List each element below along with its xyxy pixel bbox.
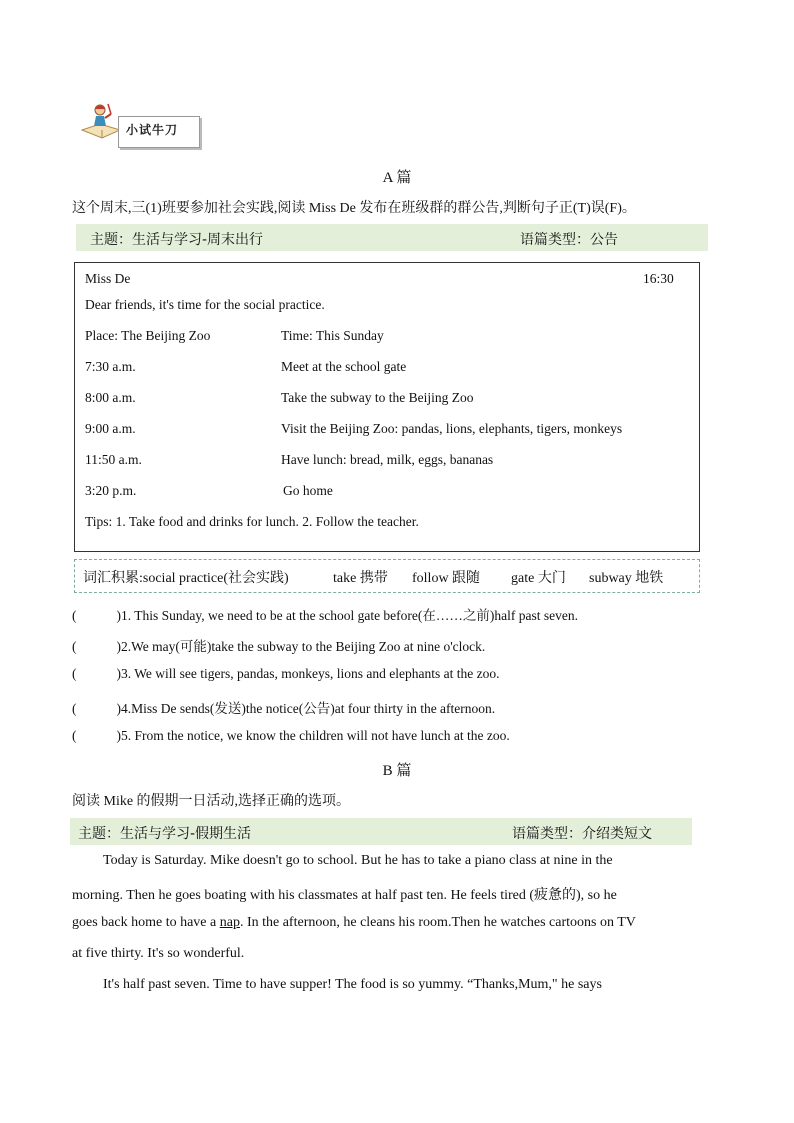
- answer-blank-open: (: [72, 608, 77, 623]
- schedule-activity: Have lunch: bread, milk, eggs, bananas: [281, 452, 494, 467]
- section-b-intro: 阅读 Mike 的假期一日活动,选择正确的选项。: [72, 794, 351, 809]
- passage-line-start: goes back home to have a: [72, 915, 217, 930]
- question-item[interactable]: [72, 728, 510, 744]
- notice-tips: Tips: 1. Take food and drinks for lunch. 2. Follow the teacher.: [85, 514, 419, 529]
- passage-line: [72, 915, 720, 931]
- vocab-item: gate 大门: [511, 571, 566, 586]
- schedule-time: 9:00 a.m.: [85, 421, 136, 436]
- badge-label: 小试牛刀: [126, 123, 179, 137]
- question-text: )1. This Sunday, we need to be at the school gate before(在……之前)half past seven.: [116, 608, 578, 623]
- question-text: )3. We will see tigers, pandas, monkeys, lions and elephants at the zoo.: [116, 666, 500, 681]
- section-b-genre: 语篇类型：介绍类短文: [512, 826, 652, 842]
- section-badge: [78, 100, 200, 146]
- answer-blank-open: (: [72, 666, 77, 681]
- answer-blank-open: (: [72, 728, 77, 743]
- passage-line-rest: . In the afternoon, he cleans his room.Then he watches cartoons on TV: [239, 915, 636, 930]
- vocab-item: follow 跟随: [412, 571, 481, 586]
- passage-underlined-word: nap: [219, 915, 240, 930]
- notice-box: [74, 262, 700, 552]
- question-item[interactable]: [72, 697, 495, 717]
- section-a-intro: 这个周末,三(1)班要参加社会实践,阅读 Miss De 发布在班级群的群公告,判断句子正(T)误(F)。: [72, 201, 636, 216]
- question-item[interactable]: [72, 666, 499, 682]
- section-b-topic-band: [70, 818, 692, 845]
- vocab-item: take 携带: [333, 571, 388, 586]
- passage-line: Today is Saturday. Mike doesn't go to school. But he has to take a piano class at nine in the: [103, 853, 613, 868]
- answer-blank-open: (: [72, 639, 77, 654]
- vocab-box: [74, 559, 700, 593]
- section-b-title: B 篇: [382, 763, 412, 779]
- schedule-activity: Meet at the school gate: [281, 359, 407, 374]
- passage-line: at five thirty. It's so wonderful.: [72, 946, 245, 961]
- vocab-item: subway 地铁: [589, 571, 664, 586]
- question-item[interactable]: [72, 604, 578, 624]
- schedule-time: 3:20 p.m.: [85, 483, 137, 498]
- question-text: )5. From the notice, we know the children will not have lunch at the zoo.: [116, 728, 510, 743]
- passage-line: It's half past seven. Time to have supper! The food is so yummy. “Thanks,Mum," he says: [103, 977, 602, 992]
- notice-sender: Miss De: [85, 271, 131, 286]
- schedule-activity: Take the subway to the Beijing Zoo: [281, 390, 474, 405]
- schedule-time: 11:50 a.m.: [85, 452, 142, 467]
- vocab-item: 词汇积累:social practice(社会实践): [83, 571, 289, 586]
- section-a-genre: 语篇类型：公告: [520, 232, 618, 248]
- notice-when: Time: This Sunday: [281, 328, 384, 343]
- schedule-time: 8:00 a.m.: [85, 390, 136, 405]
- notice-greeting: Dear friends, it's time for the social practice.: [85, 297, 325, 312]
- schedule-activity: Visit the Beijing Zoo: pandas, lions, elephants, tigers, monkeys: [281, 421, 623, 436]
- schedule-activity: Go home: [283, 483, 333, 498]
- section-a-title: A 篇: [382, 170, 412, 186]
- section-a-topic-band: [76, 224, 708, 251]
- schedule-time: 7:30 a.m.: [85, 359, 136, 374]
- notice-place: Place: The Beijing Zoo: [85, 328, 211, 343]
- passage-line: morning. Then he goes boating with his classmates at half past ten. He feels tired (疲惫的), so he: [72, 888, 617, 903]
- question-text: )4.Miss De sends(发送)the notice(公告)at four thirty in the afternoon.: [116, 701, 496, 716]
- question-text: )2.We may(可能)take the subway to the Beijing Zoo at nine o'clock.: [116, 639, 486, 654]
- question-item[interactable]: [72, 635, 485, 655]
- notice-time: 16:30: [643, 271, 674, 286]
- section-a-topic: 主题：生活与学习-周末出行: [90, 232, 264, 248]
- answer-blank-open: (: [72, 701, 77, 716]
- section-b-topic: 主题：生活与学习-假期生活: [78, 826, 252, 842]
